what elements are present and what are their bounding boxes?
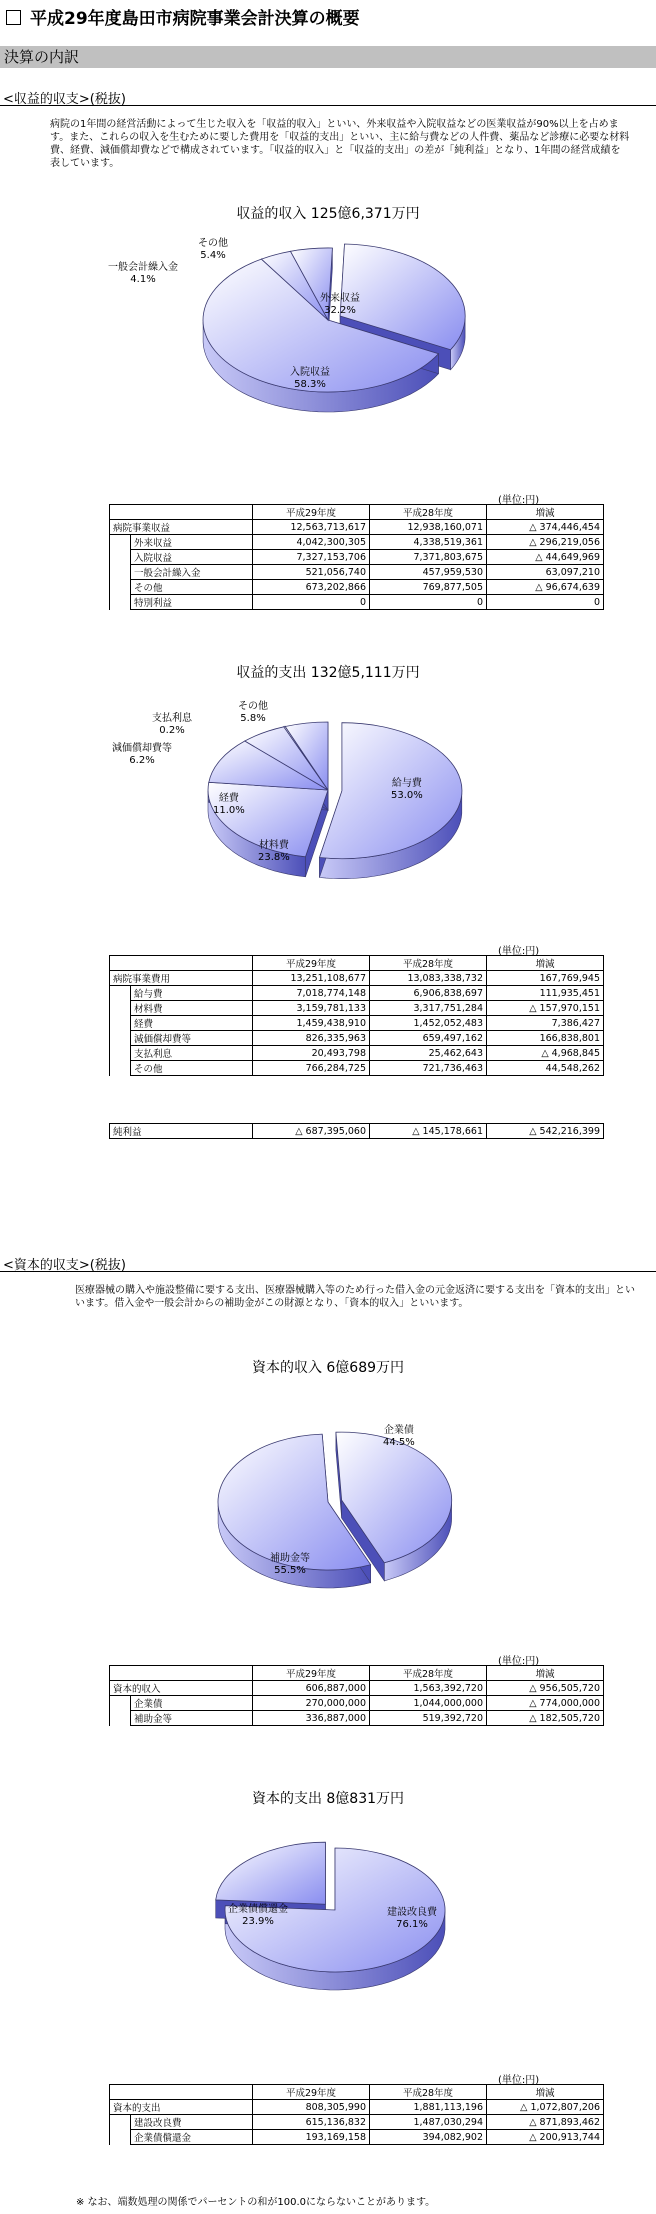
table-row: [110, 2100, 604, 2115]
cell-diff: △ 1,072,807,206: [487, 2100, 604, 2115]
table-row: [110, 520, 604, 535]
revenue-expense-table: [109, 955, 604, 1076]
cell-h28: 1,563,392,720: [370, 1681, 487, 1696]
indent-cell: [110, 2130, 131, 2145]
cell-h28: 519,392,720: [370, 1711, 487, 1726]
cell-h28: 1,487,030,294: [370, 2115, 487, 2130]
cell-h28: 12,938,160,071: [370, 520, 487, 535]
table-row: [110, 1031, 604, 1046]
row-label: 病院事業費用: [110, 971, 253, 986]
cell-diff: △ 542,216,399: [487, 1124, 604, 1139]
pie-label-other: その他 5.4%: [198, 238, 228, 261]
indent-cell: [110, 595, 131, 610]
col-header-h28: 平成28年度: [370, 956, 487, 971]
cell-h28: 1,452,052,483: [370, 1016, 487, 1031]
row-label: 入院収益: [131, 550, 253, 565]
indent-cell: [110, 565, 131, 580]
row-label: 外来収益: [131, 535, 253, 550]
cell-diff: 166,838,801: [487, 1031, 604, 1046]
row-label: 資本的収入: [110, 1681, 253, 1696]
page-title-text: 平成29年度島田市病院事業会計決算の概要: [30, 9, 360, 29]
cell-diff: △ 871,893,462: [487, 2115, 604, 2130]
cell-h29: △ 687,395,060: [253, 1124, 370, 1139]
pie-chart-capital-expense: [0, 1825, 656, 2030]
pie-label-bond-repayment: 企業債償還金 23.9%: [228, 1904, 288, 1927]
pie-chart-revenue-income: [0, 225, 656, 435]
table-row: [110, 595, 604, 610]
indent-cell: [110, 1031, 131, 1046]
page-title: [6, 4, 360, 29]
indent-cell: [110, 1046, 131, 1061]
table-row: [110, 1061, 604, 1076]
row-label: 補助金等: [131, 1711, 253, 1726]
section-bar: 決算の内訳: [0, 46, 656, 68]
table-row: [110, 550, 604, 565]
cell-h29: 826,335,963: [253, 1031, 370, 1046]
cell-h29: 1,459,438,910: [253, 1016, 370, 1031]
cell-diff: △ 182,505,720: [487, 1711, 604, 1726]
cell-h28: 6,906,838,697: [370, 986, 487, 1001]
revenue-section-heading: <収益的収支>(税抜): [3, 92, 126, 107]
cell-h29: 615,136,832: [253, 2115, 370, 2130]
indent-cell: [110, 580, 131, 595]
row-label: 資本的支出: [110, 2100, 253, 2115]
indent-cell: [110, 1711, 131, 1726]
cell-h29: 766,284,725: [253, 1061, 370, 1076]
cell-diff: △ 200,913,744: [487, 2130, 604, 2145]
table-row: [110, 580, 604, 595]
cell-diff: 7,386,427: [487, 1016, 604, 1031]
cell-diff: △ 157,970,151: [487, 1001, 604, 1016]
cell-h29: 521,056,740: [253, 565, 370, 580]
cell-h29: 20,493,798: [253, 1046, 370, 1061]
table-row: [110, 986, 604, 1001]
row-label: その他: [131, 580, 253, 595]
cell-h29: 808,305,990: [253, 2100, 370, 2115]
table-row: [110, 2115, 604, 2130]
row-label: 減価償却費等: [131, 1031, 253, 1046]
indent-cell: [110, 1016, 131, 1031]
pie-chart-capital-income: [0, 1410, 656, 1625]
table-row: [110, 565, 604, 580]
table-row: [110, 1681, 604, 1696]
col-header-diff: 増減: [487, 956, 604, 971]
pie-slice: [216, 1842, 326, 1904]
unit-label: (単位:円): [498, 495, 540, 506]
cell-h29: 606,887,000: [253, 1681, 370, 1696]
pie-label-other-expense: その他 5.8%: [238, 701, 268, 724]
pie-label-salary: 給与費 53.0%: [391, 778, 423, 801]
pie-label-construction: 建設改良費 76.1%: [387, 1907, 437, 1930]
table-row: [110, 535, 604, 550]
pie-label-general-account: 一般会計繰入金 4.1%: [108, 262, 178, 285]
indent-cell: [110, 2115, 131, 2130]
chart-title-revenue-expense: 収益的支出 132億5,111万円: [236, 665, 420, 681]
col-header-h29: 平成29年度: [253, 956, 370, 971]
cell-h28: △ 145,178,661: [370, 1124, 487, 1139]
cell-h29: 673,202,866: [253, 580, 370, 595]
col-header-diff: 増減: [487, 2085, 604, 2100]
row-label: 給与費: [131, 986, 253, 1001]
cell-diff: △ 44,649,969: [487, 550, 604, 565]
cell-diff: △ 374,446,454: [487, 520, 604, 535]
chart-title-capital-expense: 資本的支出 8億831万円: [251, 1791, 405, 1807]
col-header-h29: 平成29年度: [253, 1666, 370, 1681]
cell-h28: 457,959,530: [370, 565, 487, 580]
capital-description: 医療器械の購入や施設整備に要する支出、医療器械購入等のため行った借入金の元金返済に要する支出を「資本的支出」といいます。借入金や一般会計からの補助金がこの財源となり、「資本的収入」といいます。: [75, 1285, 635, 1309]
row-label: 企業債償還金: [131, 2130, 253, 2145]
table-header-row: [110, 2085, 604, 2100]
cell-diff: △ 96,674,639: [487, 580, 604, 595]
cell-h29: 193,169,158: [253, 2130, 370, 2145]
divider: [0, 105, 656, 106]
indent-cell: [110, 535, 131, 550]
cell-diff: 111,935,451: [487, 986, 604, 1001]
cell-h29: 336,887,000: [253, 1711, 370, 1726]
cell-h29: 13,251,108,677: [253, 971, 370, 986]
row-label: 病院事業収益: [110, 520, 253, 535]
table-row: [110, 1001, 604, 1016]
pie-label-interest: 支払利息 0.2%: [152, 713, 192, 736]
chart-title-revenue-income: 収益的収入 125億6,371万円: [236, 206, 420, 222]
capital-income-table: [109, 1665, 604, 1726]
row-label: 支払利息: [131, 1046, 253, 1061]
cell-h28: 659,497,162: [370, 1031, 487, 1046]
capital-section-heading: <資本的収支>(税抜): [3, 1258, 126, 1273]
net-income-table: [109, 1123, 604, 1139]
row-label: 材料費: [131, 1001, 253, 1016]
table-header-row: [110, 1666, 604, 1681]
table-row: [110, 1696, 604, 1711]
unit-label: (単位:円): [498, 2075, 540, 2086]
row-label: 建設改良費: [131, 2115, 253, 2130]
cell-diff: 44,548,262: [487, 1061, 604, 1076]
pie-label-expense: 経費 11.0%: [213, 793, 245, 816]
col-header-h28: 平成28年度: [370, 2085, 487, 2100]
cell-diff: 167,769,945: [487, 971, 604, 986]
revenue-description: 病院の1年間の経営活動によって生じた収入を「収益的収入」といい、外来収益や入院収益などの医業収益が90%以上を占めます。また、これらの収入を生むために要した費用を「収益的支出」といい、主に給与費などの人件費、薬品など診療に必要な材料費、経費、減価償却費などで構成されています。「収益的収入」と「収益的支出」の差が「純利益」となり、1年間の経営成績を表しています。: [50, 119, 630, 169]
pie-label-subsidy: 補助金等 55.5%: [270, 1553, 310, 1576]
cell-h28: 394,082,902: [370, 2130, 487, 2145]
footnote: ※ なお、端数処理の関係でパーセントの和が100.0にならないことがあります。: [76, 2197, 436, 2208]
cell-diff: 63,097,210: [487, 565, 604, 580]
cell-h29: 7,327,153,706: [253, 550, 370, 565]
indent-cell: [110, 1696, 131, 1711]
col-header-h29: 平成29年度: [253, 505, 370, 520]
cell-h28: 25,462,643: [370, 1046, 487, 1061]
capital-expense-table: [109, 2084, 604, 2145]
cell-h29: 7,018,774,148: [253, 986, 370, 1001]
table-row: [110, 971, 604, 986]
table-row: [110, 1124, 604, 1139]
row-label: 経費: [131, 1016, 253, 1031]
cell-h28: 7,371,803,675: [370, 550, 487, 565]
table-row: [110, 2130, 604, 2145]
indent-cell: [110, 986, 131, 1001]
table-row: [110, 1046, 604, 1061]
cell-h29: 4,042,300,305: [253, 535, 370, 550]
cell-diff: △ 296,219,056: [487, 535, 604, 550]
divider: [0, 1271, 656, 1272]
table-row: [110, 1711, 604, 1726]
revenue-income-table: [109, 504, 604, 610]
cell-h28: 0: [370, 595, 487, 610]
row-label: 特別利益: [131, 595, 253, 610]
cell-diff: △ 4,968,845: [487, 1046, 604, 1061]
cell-h28: 721,736,463: [370, 1061, 487, 1076]
row-label: 一般会計繰入金: [131, 565, 253, 580]
cell-h28: 1,881,113,196: [370, 2100, 487, 2115]
net-income-label: 純利益: [110, 1124, 253, 1139]
cell-h29: 270,000,000: [253, 1696, 370, 1711]
cell-h28: 1,044,000,000: [370, 1696, 487, 1711]
pie-chart-revenue-expense: [0, 690, 656, 915]
table-row: [110, 1016, 604, 1031]
cell-h29: 3,159,781,133: [253, 1001, 370, 1016]
cell-h28: 3,317,751,284: [370, 1001, 487, 1016]
unit-label: (単位:円): [498, 946, 540, 957]
pie-label-outpatient: 外来収益 32.2%: [320, 293, 360, 316]
cell-h28: 13,083,338,732: [370, 971, 487, 986]
indent-cell: [110, 550, 131, 565]
table-header-row: [110, 505, 604, 520]
cell-h28: 769,877,505: [370, 580, 487, 595]
unit-label: (単位:円): [498, 1656, 540, 1667]
checkbox-square-icon: [6, 10, 21, 25]
col-header-h28: 平成28年度: [370, 505, 487, 520]
indent-cell: [110, 1001, 131, 1016]
cell-diff: △ 956,505,720: [487, 1681, 604, 1696]
cell-h29: 12,563,713,617: [253, 520, 370, 535]
pie-label-depreciation: 減価償却費等 6.2%: [112, 743, 172, 766]
row-label: 企業債: [131, 1696, 253, 1711]
table-header-row: [110, 956, 604, 971]
col-header-diff: 増減: [487, 1666, 604, 1681]
col-header-h29: 平成29年度: [253, 2085, 370, 2100]
cell-h28: 4,338,519,361: [370, 535, 487, 550]
cell-diff: △ 774,000,000: [487, 1696, 604, 1711]
pie-label-bonds: 企業債 44.5%: [383, 1425, 415, 1448]
cell-diff: 0: [487, 595, 604, 610]
indent-cell: [110, 1061, 131, 1076]
cell-h29: 0: [253, 595, 370, 610]
chart-title-capital-income: 資本的収入 6億689万円: [251, 1360, 405, 1376]
row-label: その他: [131, 1061, 253, 1076]
pie-label-material: 材料費 23.8%: [258, 840, 290, 863]
col-header-h28: 平成28年度: [370, 1666, 487, 1681]
col-header-diff: 増減: [487, 505, 604, 520]
pie-label-inpatient: 入院収益 58.3%: [290, 367, 330, 390]
